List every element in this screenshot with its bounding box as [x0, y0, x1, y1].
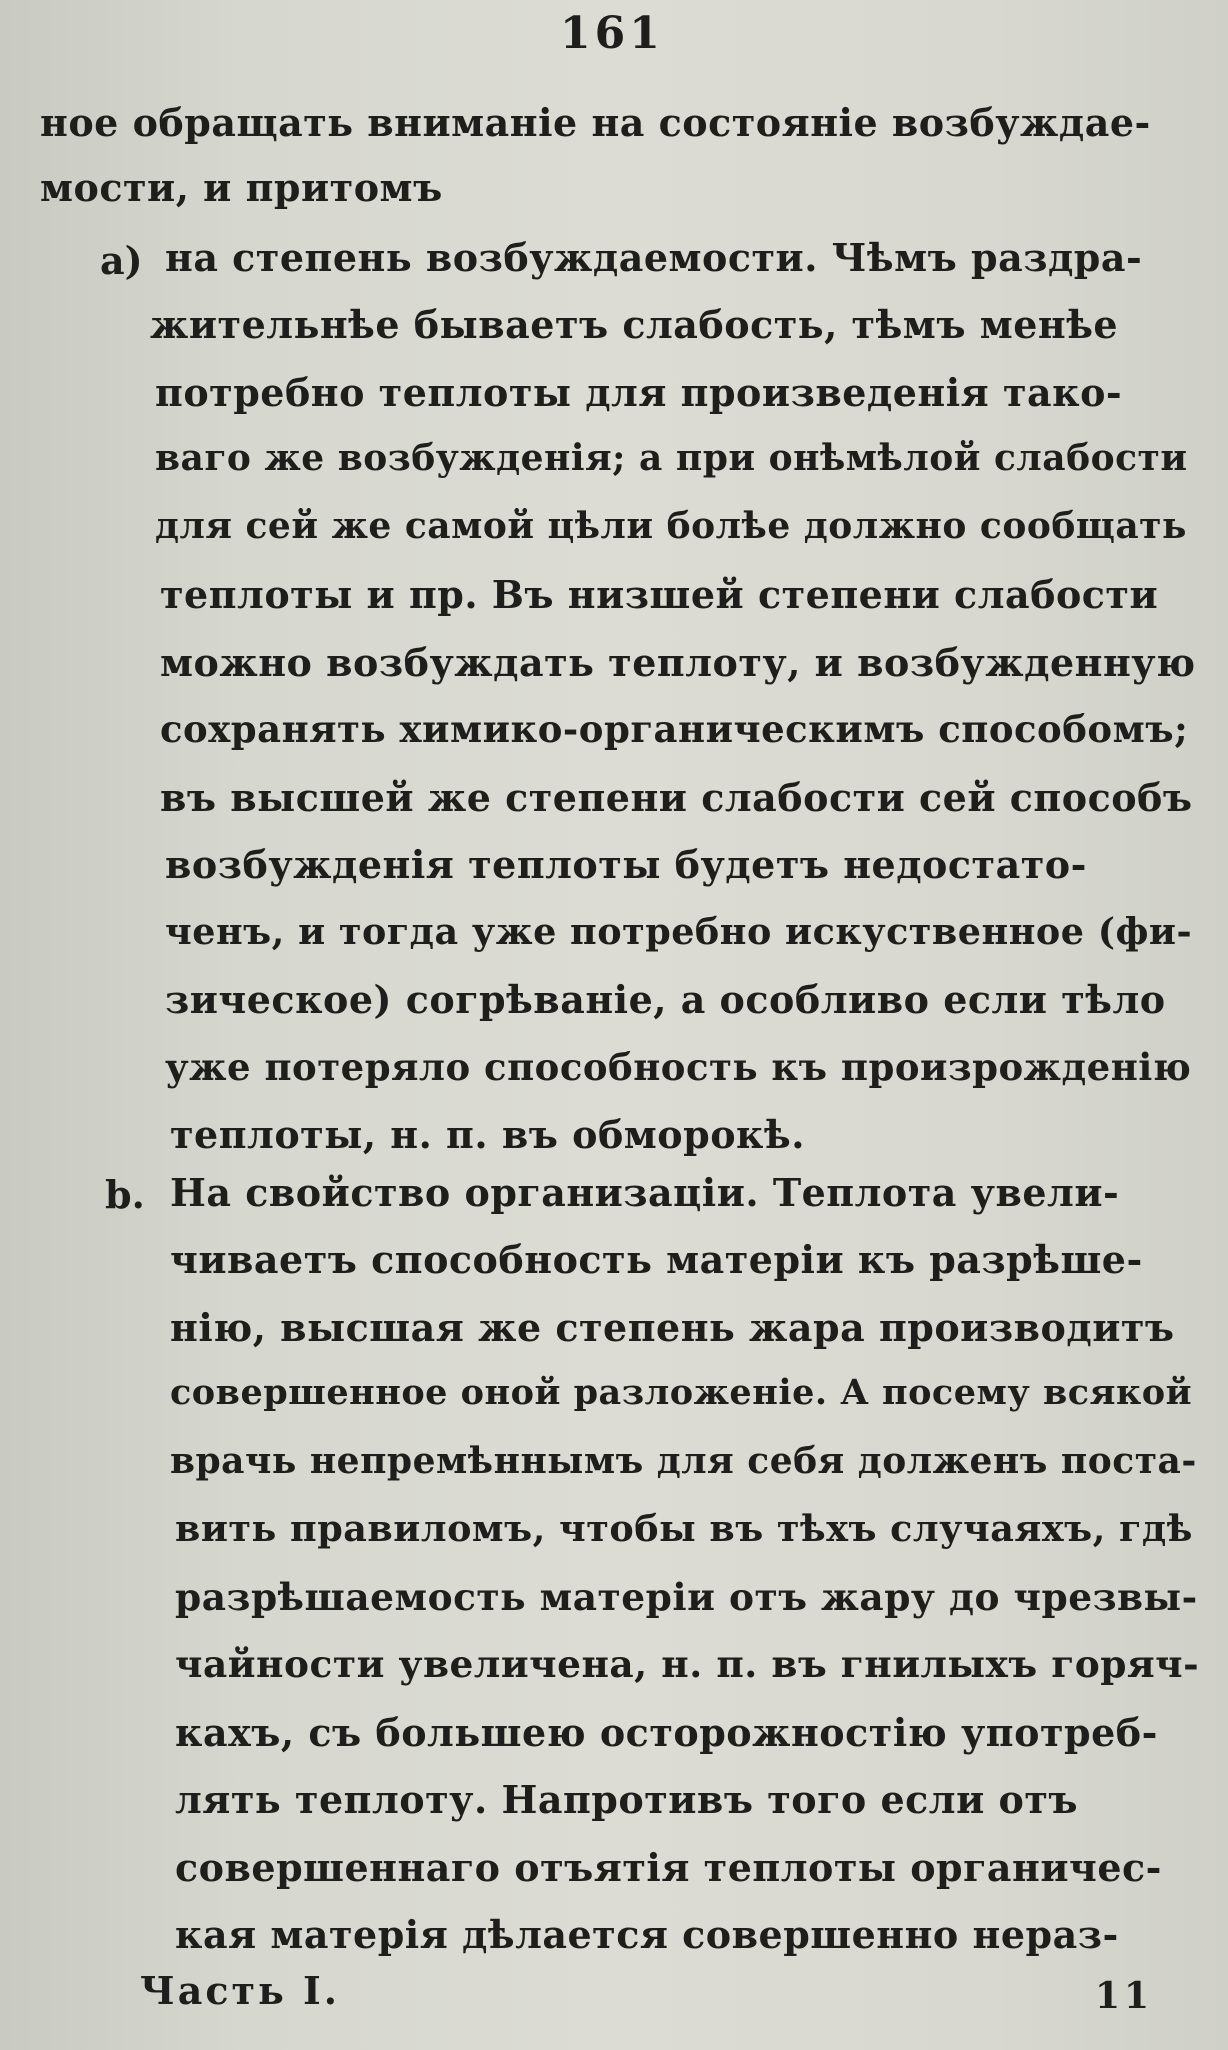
text-line: для сей же самой цѣли болѣе должно сообщать [155, 505, 1187, 547]
text-line: кая матерія дѣлается совершенно нераз- [175, 1912, 1119, 1957]
text-line: сохранять химико-органическимъ способомъ; [160, 707, 1189, 751]
text-line: кахъ, съ большею осторожностію употреб- [175, 1710, 1158, 1755]
text-line: врачь непремѣннымъ для себя долженъ поста- [170, 1440, 1197, 1482]
text-line: въ высшей же степени слабости сей способъ [160, 775, 1193, 820]
text-line: ное обращать вниманіе на состояніе возбуждае- [40, 100, 1151, 145]
text-line: зическое) согрѣваніе, а особливо если тѣло [165, 977, 1166, 1022]
text-line: совершеннаго отъятія теплоты органичес- [175, 1845, 1162, 1890]
text-line: разрѣшаемость матеріи отъ жару до чрезвы- [175, 1575, 1198, 1619]
text-line: уже потеряло способность къ произрожденію [165, 1045, 1192, 1089]
text-line: ваго же возбужденія; а при онѣмѣлой слабости [155, 437, 1188, 479]
text-line: чиваетъ способность матеріи къ разрѣше- [170, 1237, 1143, 1282]
text-line: теплоты и пр. Въ низшей степени слабости [160, 572, 1159, 617]
text-line: чайности увеличена, н. п. въ гнилыхъ горяч- [175, 1642, 1200, 1686]
page-number: 161 [560, 8, 664, 59]
text-line: мости, и притомъ [40, 165, 443, 210]
text-line: нію, высшая же степень жара производитъ [170, 1305, 1175, 1350]
text-line: совершенное оной разложеніе. А посему всякой [170, 1372, 1193, 1413]
list-marker-a: a) [100, 238, 143, 283]
text-line: На свойство организаціи. Теплота увели- [170, 1170, 1120, 1215]
signature-mark: Часть I. [140, 1968, 341, 2013]
text-line: ченъ, и тогда уже потребно искуственное (фи- [165, 910, 1193, 953]
text-line: теплоты, н. п. въ обморокѣ. [170, 1112, 805, 1157]
text-line: на степень возбуждаемости. Чѣмъ раздра- [165, 235, 1143, 280]
sheet-mark: 11 [1095, 1975, 1154, 2017]
text-line: жительнѣе бываетъ слабость, тѣмъ менѣе [150, 302, 1119, 347]
text-line: возбужденія теплоты будетъ недостато- [165, 842, 1087, 887]
list-marker-b: b. [105, 1172, 145, 1217]
text-line: можно возбуждать теплоту, и возбужденную [160, 640, 1196, 685]
text-line: потребно теплоты для произведенія тако- [155, 370, 1123, 415]
text-line: вить правиломъ, чтобы въ тѣхъ случаяхъ, гдѣ [175, 1507, 1193, 1550]
text-line: лять теплоту. Напротивъ того если отъ [175, 1777, 1079, 1822]
